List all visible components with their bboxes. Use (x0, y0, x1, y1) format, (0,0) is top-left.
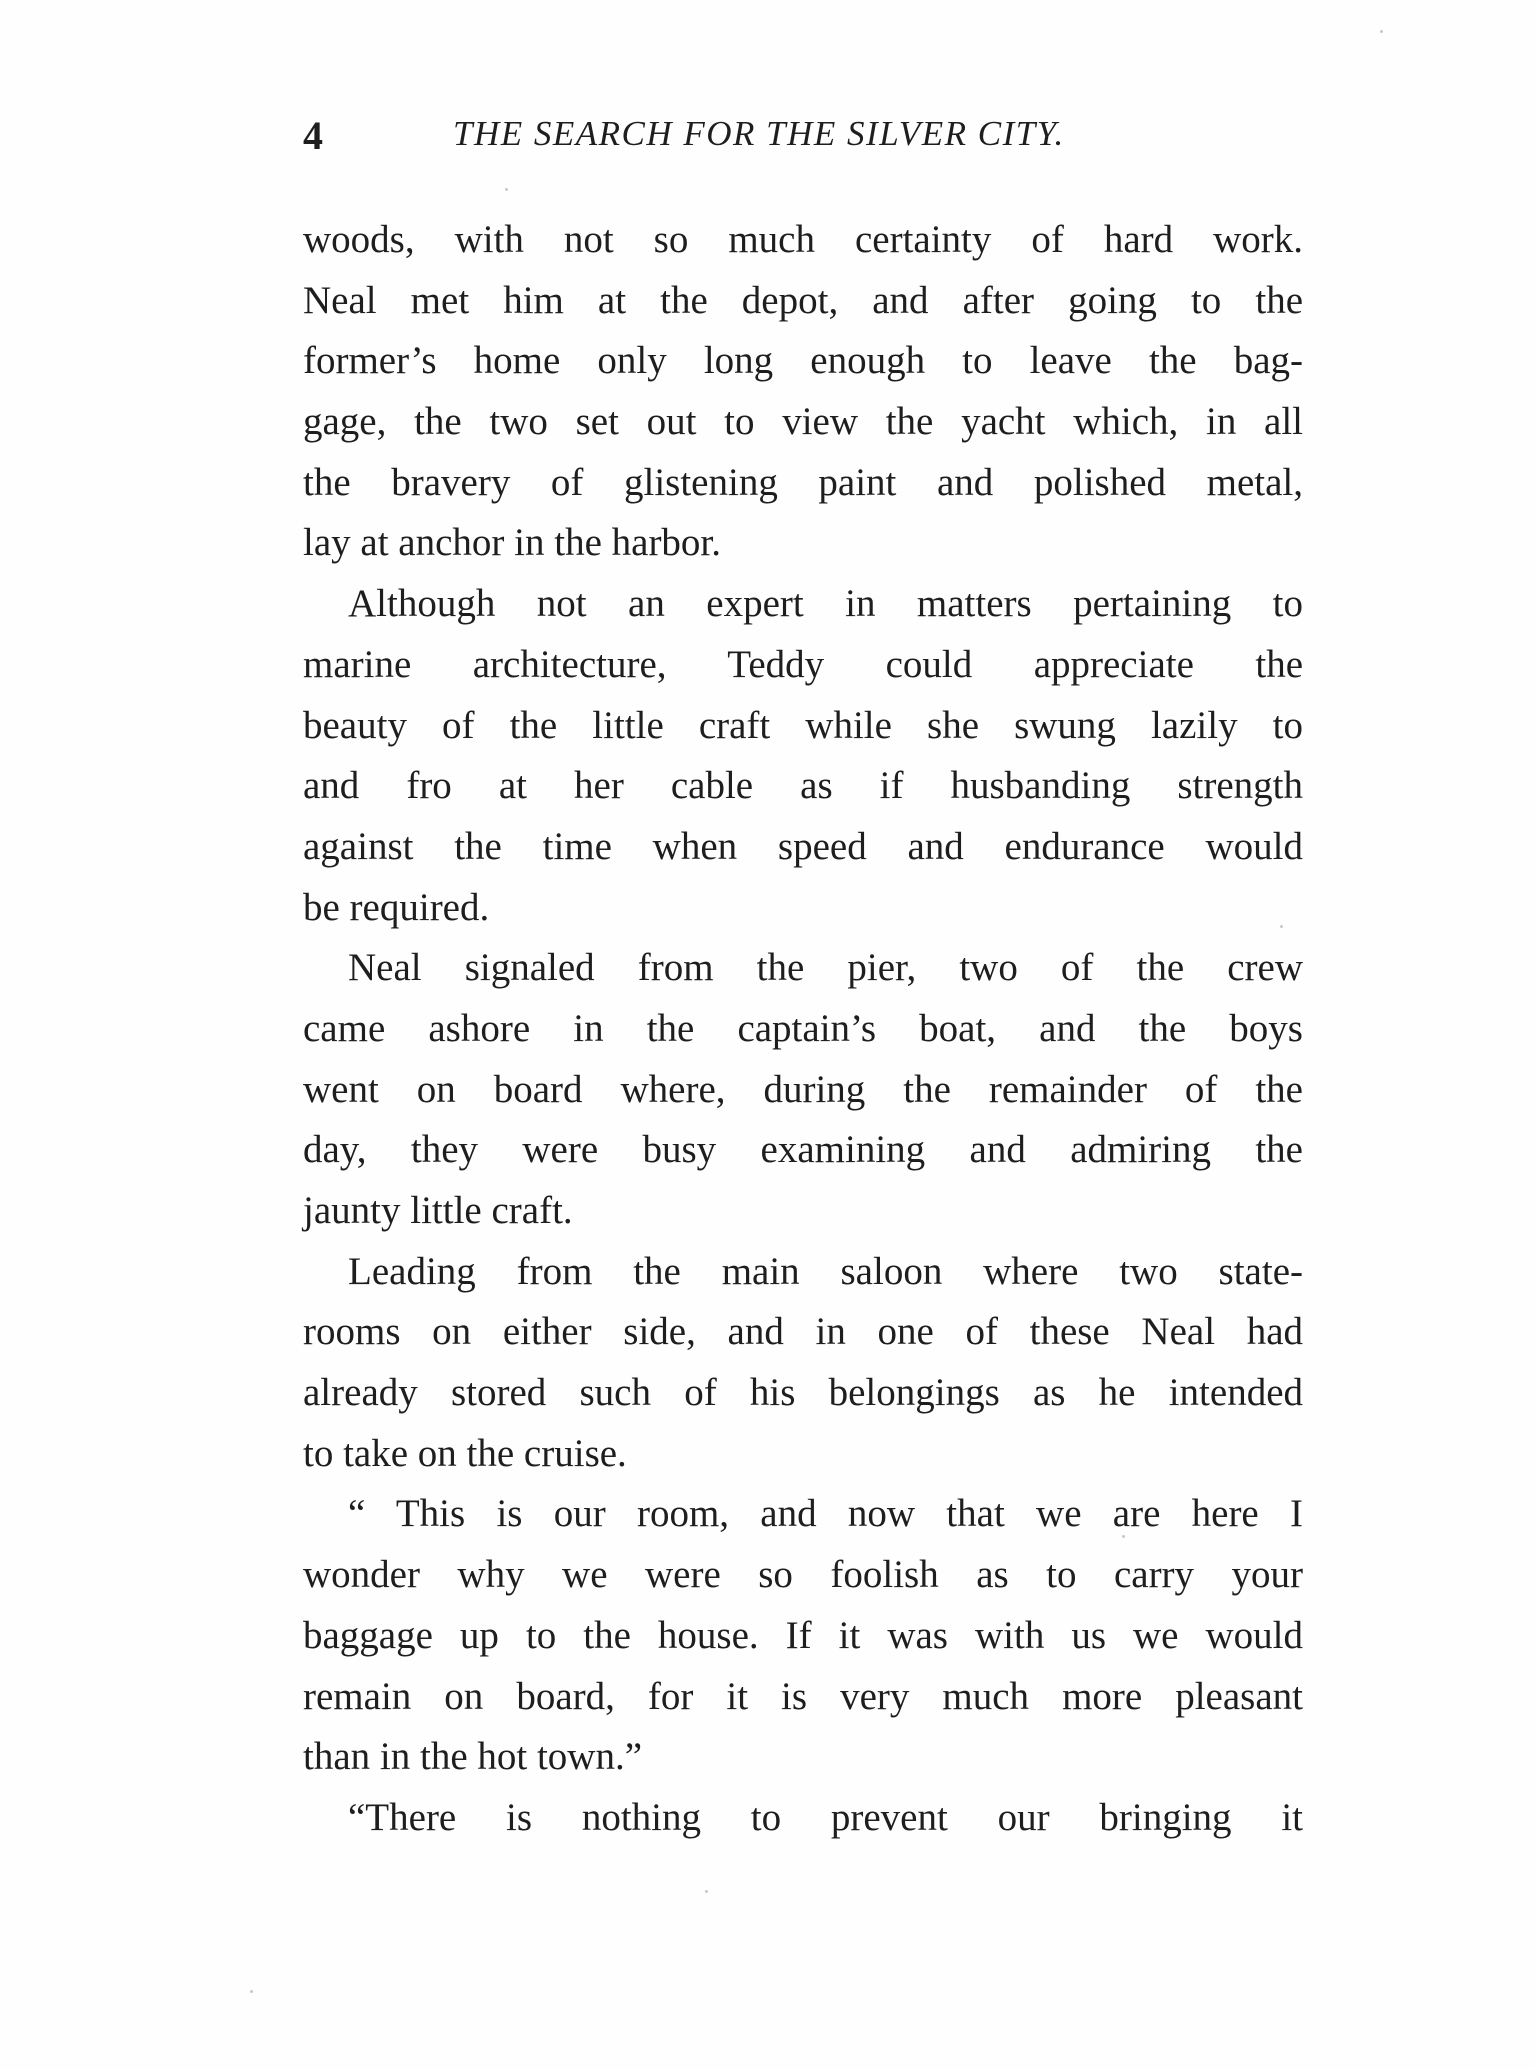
print-speck (505, 188, 508, 191)
text-line: beauty of the little craft while she swung lazily to (303, 703, 1303, 747)
text-line: already stored such of his belongings as he intended (303, 1371, 1303, 1415)
text-line: former’s home only long enough to leave the bag- (303, 339, 1303, 383)
text-line: the bravery of glistening paint and polished metal, (303, 460, 1303, 504)
text-line: remain on board, for it is very much more pleasant (303, 1674, 1303, 1718)
text-line: Neal signaled from the pier, two of the crew (348, 946, 1303, 990)
text-line: than in the hot town.” (303, 1735, 643, 1779)
text-line: Although not an expert in matters pertaining to (348, 582, 1303, 626)
text-line: Neal met him at the depot, and after going to the (303, 278, 1303, 322)
text-line: Leading from the main saloon where two state- (348, 1249, 1303, 1293)
text-line: be required. (303, 885, 490, 929)
text-line: rooms on either side, and in one of these Neal had (303, 1310, 1303, 1354)
text-line: to take on the cruise. (303, 1431, 627, 1475)
print-speck (1122, 1535, 1125, 1538)
text-line: came ashore in the captain’s boat, and the boys (303, 1006, 1303, 1050)
text-line: went on board where, during the remainder of the (303, 1067, 1303, 1111)
text-line: against the time when speed and endurance would (303, 824, 1303, 868)
text-line: gage, the two set out to view the yacht which, in all (303, 400, 1303, 444)
text-line: “There is nothing to prevent our bringing it (348, 1795, 1303, 1839)
page-number: 4 (303, 113, 323, 158)
text-line: woods, with not so much certainty of hard work. (303, 218, 1303, 261)
text-line: lay at anchor in the harbor. (303, 521, 722, 565)
text-line: wonder why we were so foolish as to carry your (303, 1553, 1303, 1597)
print-speck (705, 1890, 708, 1893)
page-header (303, 112, 1183, 162)
text-line: and fro at her cable as if husbanding strength (303, 764, 1303, 808)
text-line: baggage up to the house. If it was with us we would (303, 1613, 1303, 1657)
text-line: jaunty little craft. (303, 1189, 573, 1232)
text-line: marine architecture, Teddy could appreciate the (303, 642, 1303, 686)
print-speck (1380, 30, 1383, 33)
print-speck (250, 1990, 253, 1993)
text-line: “ This is our room, and now that we are here I (348, 1492, 1303, 1536)
body-text (303, 210, 1303, 1849)
running-title: THE SEARCH FOR THE SILVER CITY. (453, 114, 1065, 153)
text-line: day, they were busy examining and admiring the (303, 1128, 1303, 1172)
print-speck (1280, 925, 1283, 928)
